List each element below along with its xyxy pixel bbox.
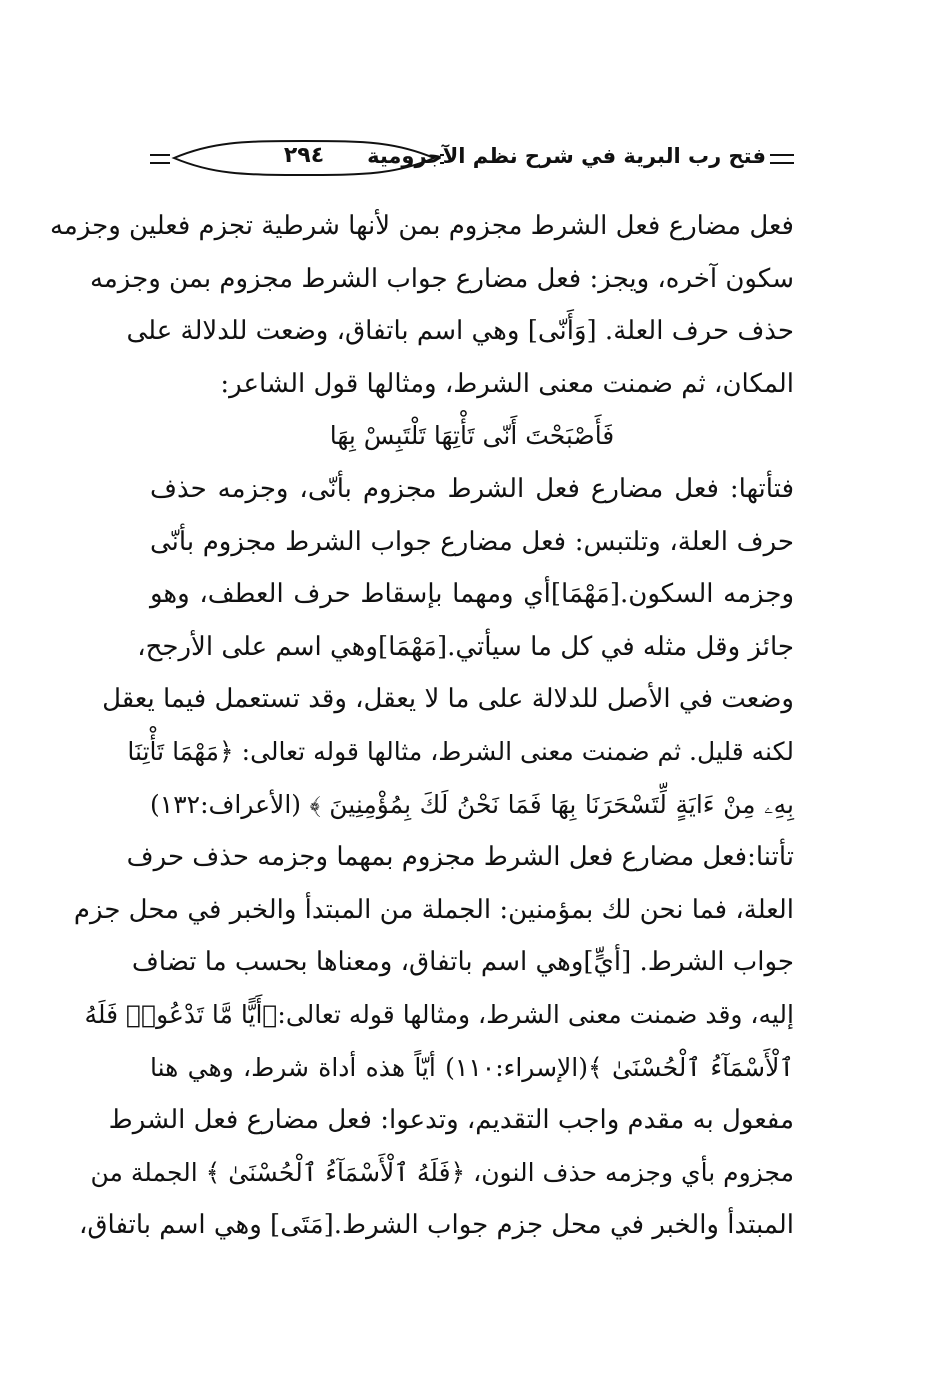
poetry-verse: فَأَصْبَحْتَ أَنّى تَأْتِهَا تَلْتَبِسْ بِهَا [329,421,615,451]
header-ornament-right [770,154,794,164]
text-line: مفعول به مقدم واجب التقديم، وتدعوا: فعل مضارع فعل الشرط [108,1105,794,1136]
text-line-quran: ٱلْأَسْمَآءُ ٱلْحُسْنَىٰ ﴾(الإسراء:١١٠) أيّاً هذه أداة شرط، وهي هنا [150,1052,794,1082]
text-line-quran: إليه، وقد ضمنت معنى الشرط، ومثالها قوله تعالى:﴿أَيًّا مَّا تَدْعُوا۟ فَلَهُ [84,999,794,1029]
text-line-quran: مجزوم بأي وجزمه حذف النون، ﴿فَلَهُ ٱلْأَسْمَآءُ ٱلْحُسْنَىٰ ﴾ الجملة من [90,1157,794,1187]
text-line: حذف حرف العلة. [وَأَنّى] وهي اسم باتفاق، وضعت للدلالة على [126,316,794,347]
text-line: وجزمه السكون.[مَهْمَا]أي ومهما بإسقاط حرف العطف، وهو [150,579,794,610]
page-number-badge [172,140,436,176]
header-double-rule [440,154,444,164]
text-line: فتأتها: فعل مضارع فعل الشرط مجزوم بأنّى، وجزمه حذف [150,473,794,504]
text-line: العلة، فما نحن لك بمؤمنين: الجملة من المبتدأ والخبر في محل جزم [73,894,794,925]
text-line: سكون آخره، ويجز: فعل مضارع جواب الشرط مجزوم بمن وجزمه [89,263,794,294]
text-line-quran: بِهِۦ مِنْ ءَايَةٍ لِّتَسْحَرَنَا بِهَا فَمَا نَحْنُ لَكَ بِمُؤْمِنِينَ ﴾ (الأعراف:١٣٢) [150,789,794,819]
text-line: وضعت في الأصل للدلالة على ما لا يعقل، وقد تستعمل فيما يعقل [102,684,794,715]
text-line: تأتنا:فعل مضارع فعل الشرط مجزوم بمهما وجزمه حذف حرف [126,842,794,873]
text-line: فعل مضارع فعل الشرط مجزوم بمن لأنها شرطية تجزم فعلين وجزمه [49,211,794,241]
text-line: المبتدأ والخبر في محل جزم جواب الشرط.[مَتَى] وهي اسم باتفاق، [78,1210,794,1241]
text-line: جواب الشرط. [أيٍّ]وهي اسم باتفاق، ومعناها بحسب ما تضاف [131,947,794,978]
text-line: حرف العلة، وتلتبس: فعل مضارع جواب الشرط مجزوم بأنّى [150,526,794,557]
page-body [49,200,794,1252]
page-number: ٢٩٤ [283,143,325,168]
running-header [150,140,794,180]
header-ornament-left [150,154,170,164]
text-line: المكان، ثم ضمنت معنى الشرط، ومثالها قول الشاعر: [220,368,794,399]
book-title: فتح رب البرية في شرح نظم الآجرومية [367,144,766,168]
text-line: جائز وقل مثله في كل ما سيأتي.[مَهْمَا]وهي اسم على الأرجح، [137,631,794,662]
text-line-quran: لكنه قليل. ثم ضمنت معنى الشرط، مثالها قوله تعالى: ﴿مَهْمَا تَأْتِنَا [127,736,794,766]
